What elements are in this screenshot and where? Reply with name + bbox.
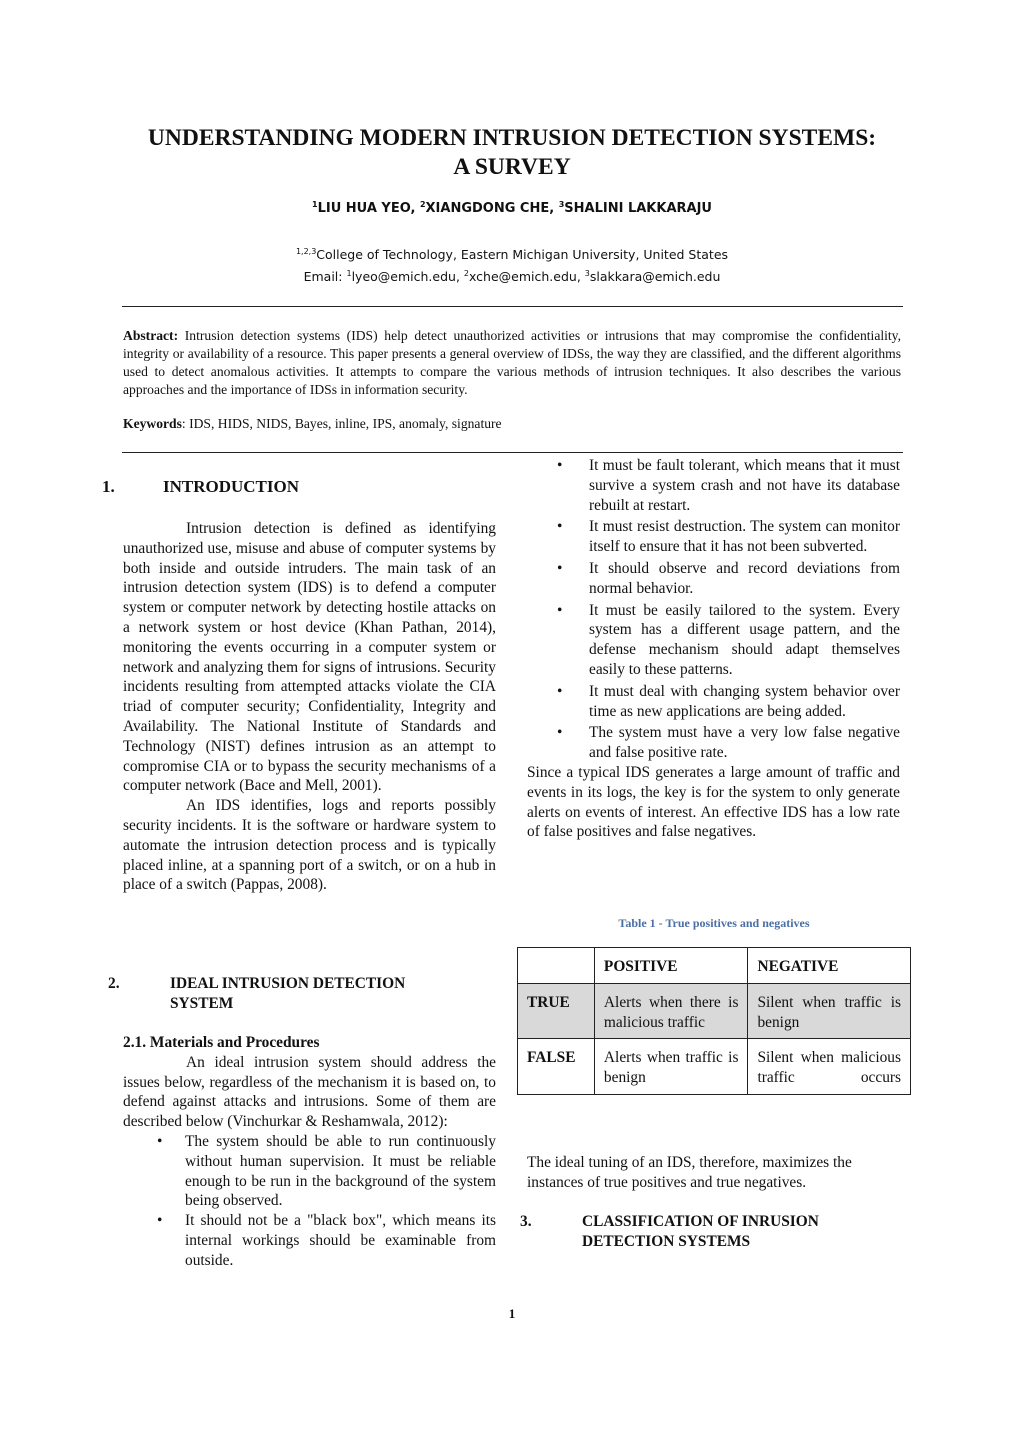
- column-header: NEGATIVE: [748, 948, 911, 984]
- email-address[interactable]: slakkara@emich.edu: [589, 269, 721, 284]
- after-table-paragraph: The ideal tuning of an IDS, therefore, maximizes the instances of true positives and true negatives.: [527, 1154, 852, 1191]
- abstract-label: Abstract:: [123, 328, 179, 343]
- email-address[interactable]: xche@emich.edu,: [469, 269, 581, 284]
- table-corner-cell: [518, 948, 595, 984]
- email-mark: 2: [463, 269, 469, 278]
- affiliation-block: [0, 244, 1024, 288]
- bullet-icon: •: [557, 518, 563, 536]
- list-item-text: It must resist destruction. The system can monitor itself to ensure that it has not been subverted.: [589, 518, 900, 556]
- section-2-heading: [108, 974, 508, 1012]
- list-item-text: It should observe and record deviations from normal behavior.: [589, 559, 900, 597]
- section-title-line: SYSTEM: [170, 995, 234, 1012]
- abstract-text: Intrusion detection systems (IDS) help detect unauthorized activities or intrusions that may compromise the confidentiality, integrity or availability of a resource. This paper presents a general overview of IDSs, the way they are classified, and the different algorithms used to detect anomalous activities. It attempts to compare the various methods of intrusion techniques. It also describes the various approaches and the importance of IDSs in information security.: [123, 328, 901, 397]
- bullet-icon: •: [557, 724, 563, 742]
- author-mark: 2: [419, 200, 426, 209]
- list-item-text: It should not be a "black box", which means its internal workings should be examinable from outside.: [185, 1212, 496, 1269]
- list-item: [527, 456, 900, 515]
- affiliation-text: College of Technology, Eastern Michigan University, United States: [316, 247, 729, 262]
- row-header: FALSE: [518, 1039, 595, 1095]
- list-item-text: It must be fault tolerant, which means that it must survive a system crash and not have its database rebuilt at restart.: [589, 457, 900, 514]
- list-item: [527, 601, 900, 680]
- truth-table: [517, 947, 911, 1095]
- list-item: [123, 1132, 496, 1211]
- table-cell: Alerts when there is malicious traffic: [594, 983, 748, 1039]
- bullet-icon: •: [557, 559, 563, 577]
- list-item: [527, 682, 900, 722]
- title-line-1: UNDERSTANDING MODERN INTRUSION DETECTION SYSTEMS:: [147, 125, 877, 151]
- list-item: [527, 723, 900, 763]
- intro-paragraph-2: An IDS identifies, logs and reports possibly security incidents. It is the software or hardware system to automate the intrusion detection process and is typically placed inline, at a spanning port of a switch, or on a hub in place of a switch (Pappas, 2008).: [123, 797, 496, 894]
- section-number: 3.: [520, 1213, 532, 1230]
- section-title-line: DETECTION SYSTEMS: [582, 1233, 751, 1250]
- intro-body: [123, 519, 496, 895]
- table-row: [518, 1039, 911, 1095]
- list-item: [527, 559, 900, 599]
- author-name: LIU HUA YEO,: [317, 201, 416, 216]
- list-item-text: It must be easily tailored to the system. Every system has a different usage pattern, and the defense mechanism should adapt themselves easily to these patterns.: [589, 601, 900, 678]
- list-item-text: The system should be able to run continuously without human supervision. It must be reliable enough to be run in the background of the system being observed.: [185, 1132, 496, 1210]
- table-cell: Alerts when traffic is benign: [594, 1039, 748, 1095]
- right-column: [527, 456, 900, 842]
- keywords-text: : IDS, HIDS, NIDS, Bayes, inline, IPS, anomaly, signature: [181, 416, 502, 431]
- table-header-row: [518, 948, 911, 984]
- author-name: XIANGDONG CHE,: [425, 201, 555, 216]
- section-title: [170, 974, 405, 1014]
- email-address[interactable]: lyeo@emich.edu,: [351, 269, 460, 284]
- table-row: [518, 983, 911, 1039]
- affiliation-mark: 1,2,3: [295, 247, 317, 256]
- bullet-icon: •: [557, 682, 563, 700]
- section-2-paragraph: An ideal intrusion system should address the issues below, regardless of the mechanism it is based on, to defend against attacks and intrusions. Some of them are described below (Vinchurkar & Reshamwala, 2012):: [123, 1053, 496, 1131]
- list-item: [527, 517, 900, 557]
- keywords-label: Keywords: [123, 416, 182, 431]
- section-number: 2.: [108, 975, 120, 992]
- keywords: [123, 415, 901, 433]
- section-3-heading: [520, 1212, 920, 1250]
- abstract-divider: [122, 452, 903, 453]
- section-1-heading: [102, 477, 300, 497]
- section-title: [582, 1212, 819, 1252]
- row-header: TRUE: [518, 983, 595, 1039]
- author-name: SHALINI LAKKARAJU: [564, 201, 712, 216]
- bullet-icon: •: [157, 1132, 163, 1150]
- author-mark: 1: [312, 200, 318, 209]
- list-item-text: It must deal with changing system behavior over time as new applications are being added.: [589, 682, 900, 720]
- affiliation-line: [0, 244, 1024, 266]
- section-2-paragraph: Since a typical IDS generates a large amount of traffic and events in its logs, the key is for the system to only generate alerts on events of interest. An effective IDS has a low rate of false positives and false negatives.: [527, 763, 900, 841]
- section-2-body: [123, 1033, 496, 1271]
- email-mark: 1: [346, 269, 352, 278]
- table-caption: Table 1 - True positives and negatives: [618, 916, 810, 930]
- column-header: POSITIVE: [594, 948, 748, 984]
- section-title-line: IDEAL INTRUSION DETECTION: [170, 975, 406, 992]
- list-item: [123, 1211, 496, 1270]
- section-number: 1.: [102, 477, 115, 496]
- subsection-heading: 2.1. Materials and Procedures: [123, 1034, 320, 1051]
- title-line-2: A SURVEY: [453, 154, 571, 180]
- author-list: [0, 199, 1024, 219]
- email-mark: 3: [584, 269, 590, 278]
- bullet-icon: •: [557, 601, 563, 619]
- list-item-text: The system must have a very low false negative and false positive rate.: [589, 724, 900, 762]
- section-title: INTRODUCTION: [163, 477, 300, 496]
- intro-paragraph-1: Intrusion detection is defined as identifying unauthorized use, misuse and abuse of computer systems by both inside and outside intruders. The main task of an intrusion detection system (IDS) is to defend a computer system or computer network by detecting hostile attacks on a network system or host device (Khan Pathan, 2014), monitoring the events occurring in a computer system or network and analyzing them for signs of intrusions. Security incidents resulting from attempted attacks violate the CIA triad of computer security; Confidentiality, Integrity and Availability. The National Institute of Standards and Technology (NIST) defines intrusion as an attempt to compromise CIA or to bypass the security mechanisms of a computer network (Bace and Mell, 2001).: [123, 520, 496, 795]
- email-line: [0, 266, 1024, 288]
- email-label: Email:: [303, 269, 343, 284]
- section-title-line: CLASSIFICATION OF INRUSION: [582, 1213, 819, 1230]
- table-cell: Silent when traffic is benign: [748, 983, 911, 1039]
- paper-title: [0, 124, 1024, 182]
- table-cell: Silent when malicious traffic occurs: [748, 1039, 911, 1095]
- abstract: [123, 327, 901, 399]
- page-number: 1: [508, 1306, 516, 1321]
- author-mark: 3: [558, 200, 565, 209]
- bullet-icon: •: [557, 457, 563, 474]
- header-divider: [122, 306, 903, 307]
- after-table-text: [527, 1153, 900, 1193]
- bullet-icon: •: [157, 1212, 163, 1230]
